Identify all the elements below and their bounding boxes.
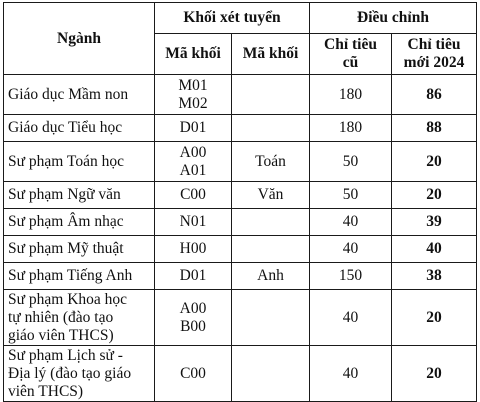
cell-nganh: Giáo dục Tiểu học (4, 115, 155, 142)
cell-nganh: Sư phạm Tiếng Anh (4, 263, 155, 290)
cell-ma-khoi-2: Toán (232, 142, 310, 182)
header-chi-tieu-moi: Chỉ tiêu mới 2024 (392, 34, 477, 75)
table-row (4, 142, 477, 182)
cell-ma-khoi-2 (232, 209, 310, 236)
cell-ma-khoi: A00 A01 (155, 142, 232, 182)
cell-chi-tieu-cu: 180 (310, 75, 392, 115)
cell-chi-tieu-cu: 40 (310, 236, 392, 263)
table-body (4, 75, 477, 402)
cell-chi-tieu-moi: 20 (392, 182, 477, 209)
cell-ma-khoi: A00 B00 (155, 290, 232, 346)
cell-nganh: Giáo dục Mầm non (4, 75, 155, 115)
header-ma-khoi: Mã khối (155, 34, 232, 75)
table-row (4, 236, 477, 263)
table-row (4, 346, 477, 402)
table-row (4, 290, 477, 346)
cell-nganh: Sư phạm Âm nhạc (4, 209, 155, 236)
header-dieu-chinh: Điều chỉnh (310, 3, 477, 34)
table-row (4, 115, 477, 142)
cell-ma-khoi-2 (232, 346, 310, 402)
cell-chi-tieu-moi: 88 (392, 115, 477, 142)
header-khoi-xet-tuyen: Khối xét tuyển (155, 3, 310, 34)
cell-ma-khoi-2 (232, 75, 310, 115)
cell-ma-khoi-2: Văn (232, 182, 310, 209)
cell-chi-tieu-cu: 40 (310, 209, 392, 236)
cell-chi-tieu-moi: 20 (392, 142, 477, 182)
cell-ma-khoi-2 (232, 115, 310, 142)
cell-chi-tieu-cu: 180 (310, 115, 392, 142)
cell-chi-tieu-moi: 86 (392, 75, 477, 115)
header-chi-tieu-cu: Chỉ tiêu cũ (310, 34, 392, 75)
cell-nganh: Sư phạm Toán học (4, 142, 155, 182)
cell-chi-tieu-moi: 20 (392, 290, 477, 346)
cell-nganh: Sư phạm Ngữ văn (4, 182, 155, 209)
cell-nganh: Sư phạm Lịch sử - Địa lý (đào tạo giáo viên THCS) (4, 346, 155, 402)
header-nganh: Ngành (4, 3, 155, 75)
cell-ma-khoi: N01 (155, 209, 232, 236)
cell-chi-tieu-moi: 38 (392, 263, 477, 290)
cell-chi-tieu-moi: 39 (392, 209, 477, 236)
table-row (4, 75, 477, 115)
cell-nganh: Sư phạm Khoa học tự nhiên (đào tạo giáo viên THCS) (4, 290, 155, 346)
cell-ma-khoi-2 (232, 290, 310, 346)
cell-chi-tieu-cu: 40 (310, 290, 392, 346)
header-ma-khoi-2: Mã khối (232, 34, 310, 75)
cell-ma-khoi-2 (232, 236, 310, 263)
quota-table (3, 2, 477, 402)
cell-ma-khoi: C00 (155, 182, 232, 209)
cell-ma-khoi-2: Anh (232, 263, 310, 290)
cell-ma-khoi: M01 M02 (155, 75, 232, 115)
cell-ma-khoi: D01 (155, 115, 232, 142)
cell-chi-tieu-cu: 40 (310, 346, 392, 402)
cell-ma-khoi: D01 (155, 263, 232, 290)
cell-chi-tieu-cu: 150 (310, 263, 392, 290)
table-row (4, 209, 477, 236)
cell-ma-khoi: C00 (155, 346, 232, 402)
table-row (4, 182, 477, 209)
cell-chi-tieu-cu: 50 (310, 182, 392, 209)
cell-chi-tieu-cu: 50 (310, 142, 392, 182)
table-row (4, 263, 477, 290)
cell-ma-khoi: H00 (155, 236, 232, 263)
cell-chi-tieu-moi: 20 (392, 346, 477, 402)
cell-nganh: Sư phạm Mỹ thuật (4, 236, 155, 263)
cell-chi-tieu-moi: 40 (392, 236, 477, 263)
